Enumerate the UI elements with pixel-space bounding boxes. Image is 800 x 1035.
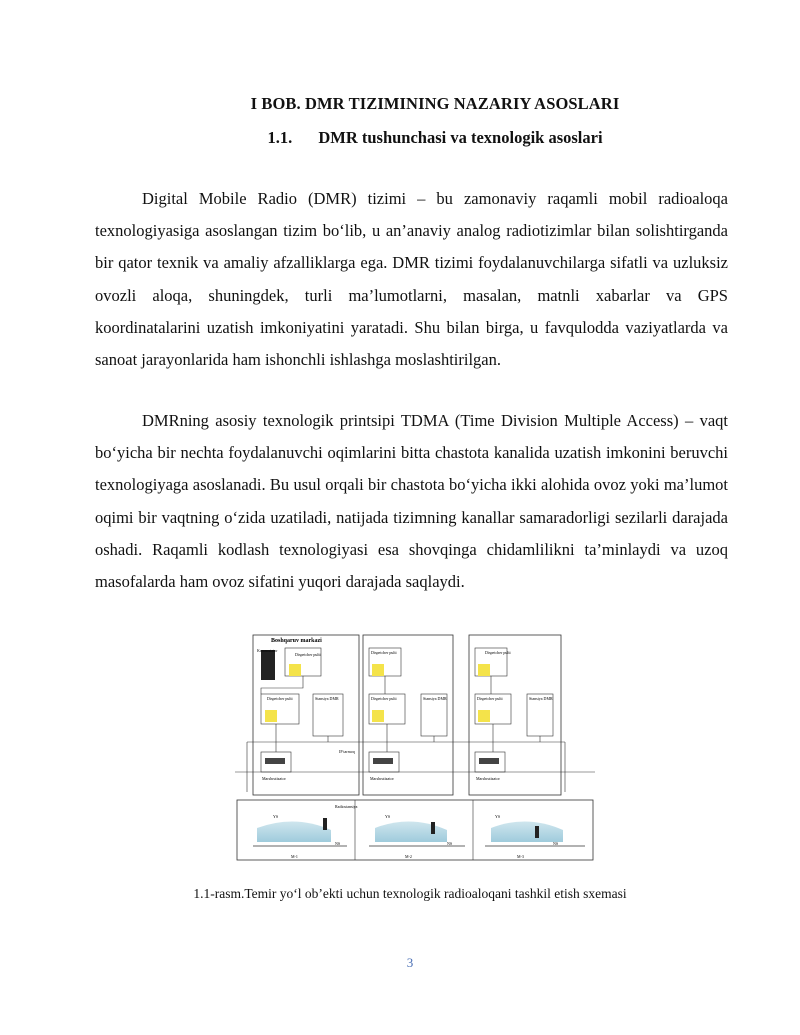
zone-right-label: NS	[447, 841, 453, 846]
ip-network-label: IP tarmoq	[339, 749, 355, 754]
monitor-icon	[265, 710, 277, 722]
monitor-icon	[478, 664, 490, 676]
dispatcher-label: Dispetcher pulti	[295, 652, 321, 657]
zone-name: M-2	[405, 854, 412, 859]
section-number: 1.1.	[267, 128, 293, 147]
router-label: Marshrutizator	[262, 776, 286, 781]
radio-zones	[237, 800, 593, 860]
radio-tower-icon	[535, 826, 539, 838]
control-center-label: Boshqaruv markazi	[271, 638, 322, 644]
recorder-label: Kommutator	[257, 648, 278, 653]
radio-label: Radiostansiya	[335, 804, 358, 809]
station-label: Stansiya DMR	[423, 696, 447, 701]
dispatcher-label: Dispetcher pulti	[267, 696, 293, 701]
recorder-icon	[261, 650, 275, 680]
coverage-area	[491, 821, 563, 842]
dispatcher-label: Dispetcher pulti	[371, 650, 397, 655]
paragraph-2: DMRning asosiy texnologik printsipi TDMA (Time Division Multiple Access) – vaqt bo‘yicha bir nechta foydalanuvchi oqimlarini bitta chastota kanalida uzatish imkonini beruvchi texnologiyaga asoslanadi. Bu usul orqali bir chastota bo‘yicha ikki alohida ovoz yoki ma’lumot oqimi bir vaqtning o‘zida uzatiladi, natijada tizimning kanallar samaradorligi sezilarli darajada oshadi. Raqamli kodlash texnologiyasi esa shovqinga chidamlilikni ta’minlaydi va uzoq masofalarda ham ovoz sifatini yuqori darajada saqlaydi.	[95, 411, 728, 592]
control-center-column	[253, 635, 359, 795]
zone-name: M-3	[517, 854, 524, 859]
radio-tower-icon	[323, 818, 327, 830]
monitor-icon	[372, 710, 384, 722]
zone-right-label: NS	[335, 841, 341, 846]
section-title	[0, 128, 800, 148]
router-body	[479, 758, 499, 764]
station-label: Stansiya DMR	[315, 696, 339, 701]
zone-left-label: YS	[385, 814, 391, 819]
monitor-icon	[372, 664, 384, 676]
section-heading: DMR tushunchasi va texnologik asoslari	[318, 128, 603, 147]
dispatcher-label: Dispetcher pulti	[485, 650, 511, 655]
monitor-icon	[289, 664, 301, 676]
coverage-area	[257, 821, 331, 842]
page-number: 3	[406, 955, 414, 970]
substation-column-2	[363, 635, 453, 795]
zone-name: M-1	[291, 854, 298, 859]
zone-right-label: NS	[553, 841, 559, 846]
coverage-area	[375, 821, 447, 842]
radio-tower-icon	[431, 822, 435, 834]
zone-left-label: YS	[273, 814, 279, 819]
paragraph-1: Digital Mobile Radio (DMR) tizimi – bu zamonaviy raqamli mobil radioaloqa texnologiyasiga asoslangan tizim bo‘lib, u an’anaviy analog radiotizimlar bilan solishtirganda bir qator texnik va amaliy afzalliklarga ega. DMR tizimi foydalanuvchilarga sifatli va uzluksiz ovozli aloqa, shuningdek, turli ma’lumotlarni, masalan, matnli xabarlar va GPS koordinatalarini uzatish imkoniyatini yaratadi. Shu bilan birga, u favqulodda vaziyatlarda va sanoat jarayonlarida ham ishonchli ishlashga moslashtirilgan.	[95, 189, 728, 370]
network-diagram-figure	[235, 632, 595, 869]
router-label: Marshrutizator	[476, 776, 500, 781]
router-label: Marshrutizator	[370, 776, 394, 781]
substation-column-3	[469, 635, 561, 795]
chapter-title: I BOB. DMR TIZIMINING NAZARIY ASOSLARI	[250, 94, 620, 113]
router-body	[373, 758, 393, 764]
figure-caption: 1.1-rasm.Temir yo‘l ob’ekti uchun texnologik radioaloqani tashkil etish sxemasi	[193, 886, 627, 901]
station-label: Stansiya DMR	[529, 696, 553, 701]
dispatcher-label: Dispetcher pulti	[371, 696, 397, 701]
zone-left-label: YS	[495, 814, 501, 819]
dispatcher-label: Dispetcher pulti	[477, 696, 503, 701]
monitor-icon	[478, 710, 490, 722]
network-diagram	[235, 632, 595, 864]
router-body	[265, 758, 285, 764]
